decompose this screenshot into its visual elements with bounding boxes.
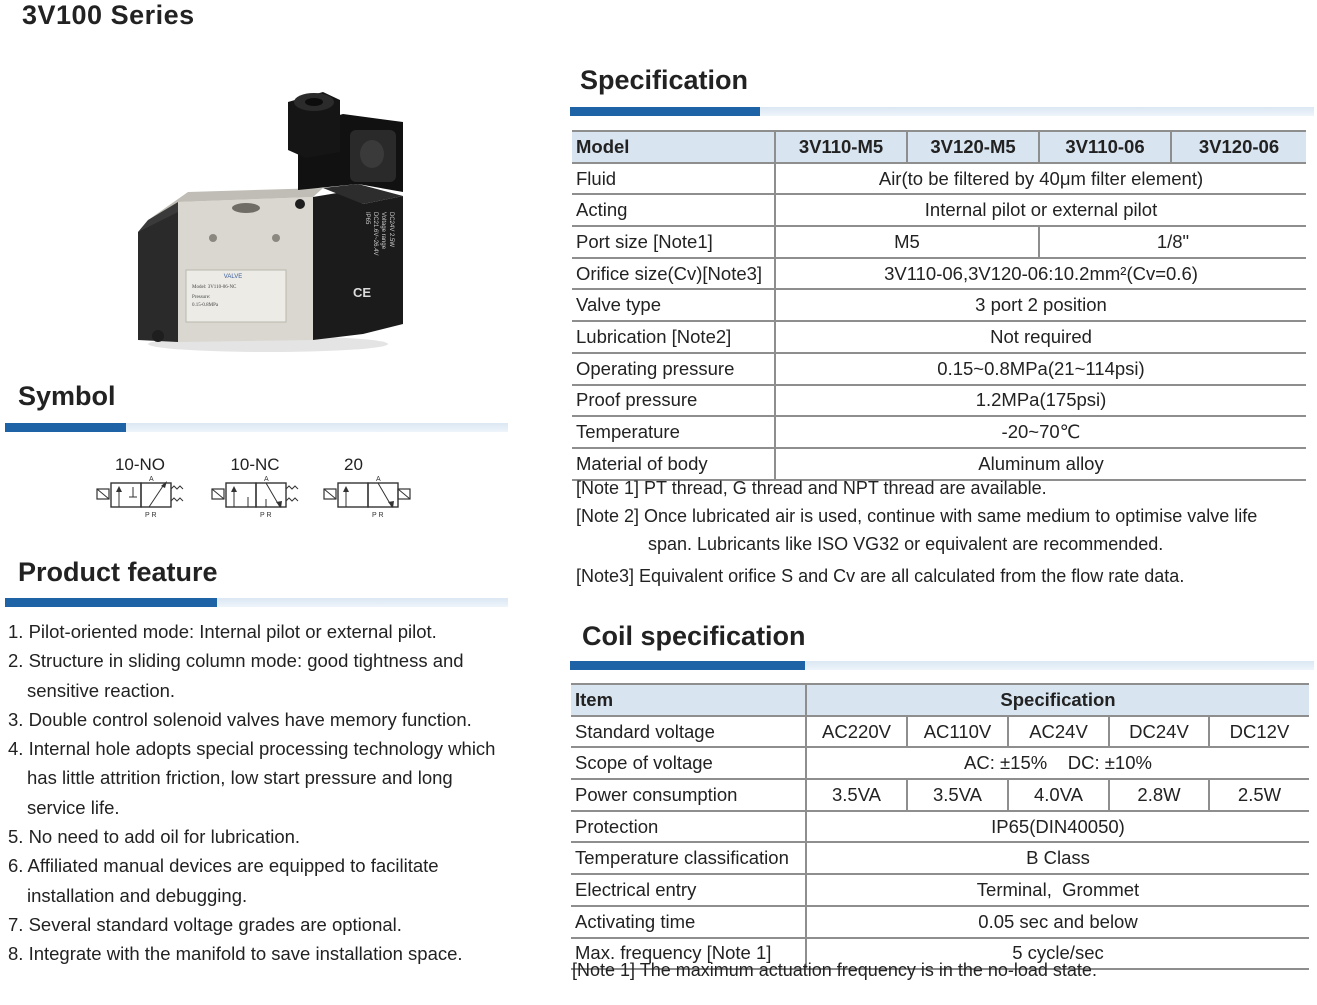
symbol-heading-bar	[5, 423, 508, 432]
coil-heading-bar	[570, 661, 1314, 670]
row-label: Power consumption	[571, 779, 806, 811]
spec-note-2-continued: span. Lubricants like ISO VG32 or equivalent are recommended.	[648, 534, 1164, 554]
voltage-value: DC24V	[1109, 716, 1209, 748]
feature-item: 8. Integrate with the manifold to save installation space.	[8, 943, 463, 965]
row-value: 0.05 sec and below	[806, 906, 1309, 938]
product-feature-heading: Product feature	[18, 557, 218, 587]
symbol-20-icon	[322, 475, 412, 519]
table-row	[572, 258, 1306, 290]
model-column-header: 3V120-06	[1171, 131, 1306, 163]
coil-text-2: Voltage range	[380, 212, 386, 250]
coil-text-4: IP65	[364, 212, 370, 225]
feature-item: 4. Internal hole adopts special processing technology which has little attrition friction, low start pressure and long service life.	[8, 738, 496, 818]
symbol-20	[322, 455, 412, 524]
row-value: 3V110-06,3V120-06:10.2mm²(Cv=0.6)	[775, 258, 1306, 290]
table-row	[571, 906, 1309, 938]
svg-text:P R: P R	[372, 512, 384, 519]
feature-list	[8, 617, 513, 969]
row-value: Internal pilot or external pilot	[775, 194, 1306, 226]
svg-text:P R: P R	[145, 512, 157, 519]
coil-specification-table	[571, 683, 1309, 970]
row-label: Protection	[571, 811, 806, 843]
row-label: Lubrication [Note2]	[572, 321, 775, 353]
table-header-row	[572, 131, 1306, 163]
row-label: Activating time	[571, 906, 806, 938]
row-value: 1/8"	[1039, 226, 1306, 258]
valve-brand-label: VALVE	[223, 274, 243, 280]
table-row	[571, 747, 1309, 779]
symbol-label: 10-NC	[230, 455, 280, 474]
row-label: Acting	[572, 194, 775, 226]
row-value: Not required	[775, 321, 1306, 353]
table-row	[571, 716, 1309, 748]
row-value: Air(to be filtered by 40μm filter element)	[775, 163, 1306, 195]
row-value: 0.15~0.8MPa(21~114psi)	[775, 353, 1306, 385]
symbol-10-no	[95, 455, 185, 524]
table-row	[572, 163, 1306, 195]
svg-text:A: A	[149, 476, 154, 483]
row-label: Valve type	[572, 289, 775, 321]
row-value: -20~70℃	[775, 416, 1306, 448]
voltage-value: AC110V	[907, 716, 1008, 748]
specification-table	[572, 130, 1306, 481]
row-label: Scope of voltage	[571, 747, 806, 779]
table-row	[572, 385, 1306, 417]
coil-text-3: DC21.6V~26.4V	[372, 212, 378, 256]
coil-specification-heading: Coil specification	[582, 621, 806, 651]
feature-item: 6. Affiliated manual devices are equipped to facilitate installation and debugging.	[8, 855, 439, 906]
item-header: Item	[571, 684, 806, 716]
symbol-10-no-icon	[95, 475, 185, 519]
spec-note-1: [Note 1] PT thread, G thread and NPT thread are available.	[576, 478, 1047, 498]
symbol-label: 20	[344, 455, 363, 474]
table-header-row	[571, 684, 1309, 716]
row-label: Material of body	[572, 448, 775, 480]
table-row	[572, 194, 1306, 226]
row-label: Temperature classification	[571, 842, 806, 874]
valve-product-image	[128, 92, 418, 354]
row-value: B Class	[806, 842, 1309, 874]
row-label: Operating pressure	[572, 353, 775, 385]
specification-heading-bar	[570, 107, 1314, 116]
table-row	[571, 874, 1309, 906]
valve-pressure-text: Pressure:	[192, 295, 211, 300]
row-value: M5	[775, 226, 1039, 258]
row-label: Max. frequency [Note 1]	[571, 938, 806, 970]
row-value: Aluminum alloy	[775, 448, 1306, 480]
svg-text:P R: P R	[260, 512, 272, 519]
row-label: Orifice size(Cv)[Note3]	[572, 258, 775, 290]
product-feature-heading-bar	[5, 598, 508, 607]
row-value: 1.2MPa(175psi)	[775, 385, 1306, 417]
model-column-header: 3V110-M5	[775, 131, 907, 163]
row-label: Electrical entry	[571, 874, 806, 906]
power-value: 4.0VA	[1008, 779, 1109, 811]
power-value: 3.5VA	[806, 779, 907, 811]
model-column-header: 3V120-M5	[907, 131, 1039, 163]
symbol-heading: Symbol	[18, 381, 116, 411]
table-row	[572, 416, 1306, 448]
voltage-value: DC12V	[1209, 716, 1309, 748]
power-value: 2.8W	[1109, 779, 1209, 811]
row-label: Port size [Note1]	[572, 226, 775, 258]
svg-text:A: A	[376, 476, 381, 483]
table-row	[572, 321, 1306, 353]
row-label: Fluid	[572, 163, 775, 195]
spec-note-2: [Note 2] Once lubricated air is used, continue with same medium to optimise valve life	[576, 506, 1258, 526]
table-row	[572, 226, 1306, 258]
table-row	[571, 842, 1309, 874]
valve-model-text: Model: 3V110-06-NC	[192, 285, 237, 290]
row-label: Temperature	[572, 416, 775, 448]
specification-header: Specification	[806, 684, 1309, 716]
svg-text:A: A	[264, 476, 269, 483]
valve-pressure-range: 0.15-0.8MPa	[192, 303, 219, 308]
series-title: 3V100 Series	[22, 0, 195, 30]
row-value: Terminal, Grommet	[806, 874, 1309, 906]
feature-item: 5. No need to add oil for lubrication.	[8, 826, 301, 848]
row-value: IP65(DIN40050)	[806, 811, 1309, 843]
coil-note-1: [Note 1] The maximum actuation frequency is in the no-load state.	[572, 960, 1097, 980]
symbol-10-nc-icon	[210, 475, 300, 519]
row-label: Standard voltage	[571, 716, 806, 748]
row-value: 5 cycle/sec	[806, 938, 1309, 970]
power-value: 3.5VA	[907, 779, 1008, 811]
model-column-header: 3V110-06	[1039, 131, 1171, 163]
row-value: 3 port 2 position	[775, 289, 1306, 321]
feature-item: 3. Double control solenoid valves have memory function.	[8, 708, 472, 730]
feature-item: 7. Several standard voltage grades are optional.	[8, 913, 402, 935]
specification-heading: Specification	[580, 65, 749, 95]
feature-item: 2. Structure in sliding column mode: good tightness and sensitive reaction.	[8, 650, 464, 701]
voltage-value: AC24V	[1008, 716, 1109, 748]
feature-item: 1. Pilot-oriented mode: Internal pilot or external pilot.	[8, 621, 437, 642]
model-header: Model	[572, 131, 775, 163]
row-label: Proof pressure	[572, 385, 775, 417]
ce-mark: CE	[353, 285, 372, 300]
table-row	[572, 353, 1306, 385]
symbol-10-nc	[210, 455, 300, 524]
table-row	[571, 811, 1309, 843]
table-row	[572, 289, 1306, 321]
row-value: AC: ±15% DC: ±10%	[806, 747, 1309, 779]
symbol-label: 10-NO	[114, 455, 166, 474]
voltage-value: AC220V	[806, 716, 907, 748]
table-row	[571, 779, 1309, 811]
power-value: 2.5W	[1209, 779, 1309, 811]
spec-note-3: [Note3] Equivalent orifice S and Cv are all calculated from the flow rate data.	[576, 566, 1185, 586]
coil-text-1: DC24V 2.5W	[388, 212, 394, 248]
